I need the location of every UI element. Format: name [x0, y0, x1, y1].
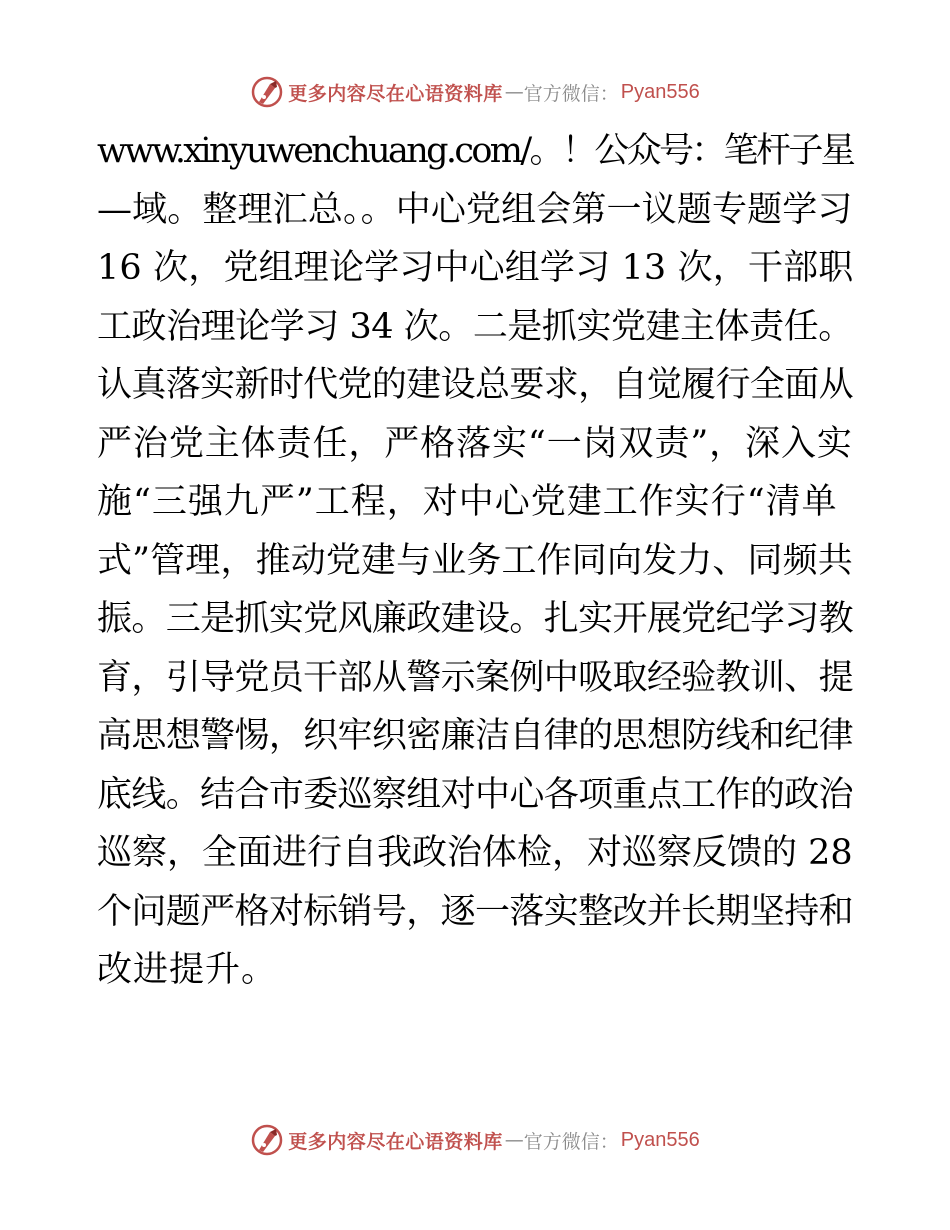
- body-line: 认真落实新时代党的建设总要求，自觉履行全面从: [97, 365, 854, 405]
- banner-official-label: 官方微信：: [523, 82, 619, 105]
- body-line: 严治党主体责任，严格落实“一岗双责”，深入实: [97, 423, 853, 464]
- body-line: 育，引导党员干部从警示案例中吸取经验教训、提: [97, 657, 854, 698]
- body-line: 底线。结合市委巡察组对中心各项重点工作的政治: [97, 774, 854, 815]
- body-line: —域。整理汇总。。中心党组会第一议题专题学习: [97, 189, 853, 230]
- body-line: 工政治理论学习 34 次。二是抓实党建主体责任。: [97, 306, 853, 347]
- banner-dash: —: [504, 1129, 522, 1151]
- body-line: www.xinyuwenchuang.com/。！公众号：笔杆子星: [97, 131, 854, 171]
- banner-brand-text: 更多内容尽在心语资料库: [288, 1130, 503, 1153]
- body-line: 式”管理，推动党建与业务工作同向发力、同频共: [97, 540, 853, 581]
- document-body: [97, 122, 853, 1000]
- body-line: 振。三是抓实党风廉政建设。扎实开展党纪学习教: [97, 599, 854, 639]
- banner-brand-text: 更多内容尽在心语资料库: [288, 82, 503, 105]
- pen-nib-logo-icon: [250, 1123, 284, 1157]
- pen-nib-logo-icon: [250, 75, 284, 109]
- body-line: 巡察，全面进行自我政治体检，对巡察反馈的 28: [97, 833, 853, 873]
- body-line: 改进提升。: [97, 950, 278, 990]
- footer-banner: [0, 1120, 950, 1160]
- body-line: 个问题严格对标销号，逐一落实整改并长期坚持和: [97, 891, 854, 932]
- body-line: 施“三强九严”工程，对中心党建工作实行“清单: [97, 482, 838, 522]
- banner-official-label: 官方微信：: [523, 1130, 619, 1153]
- body-line: 16 次，党组理论学习中心组学习 13 次，干部职: [97, 248, 854, 288]
- banner-dash: —: [504, 81, 522, 103]
- body-line: 高思想警惕，织牢织密廉洁自律的思想防线和纪律: [97, 716, 854, 756]
- header-banner: [0, 72, 950, 112]
- banner-wechat-id: Pyan556: [620, 1128, 700, 1151]
- banner-wechat-id: Pyan556: [620, 80, 700, 103]
